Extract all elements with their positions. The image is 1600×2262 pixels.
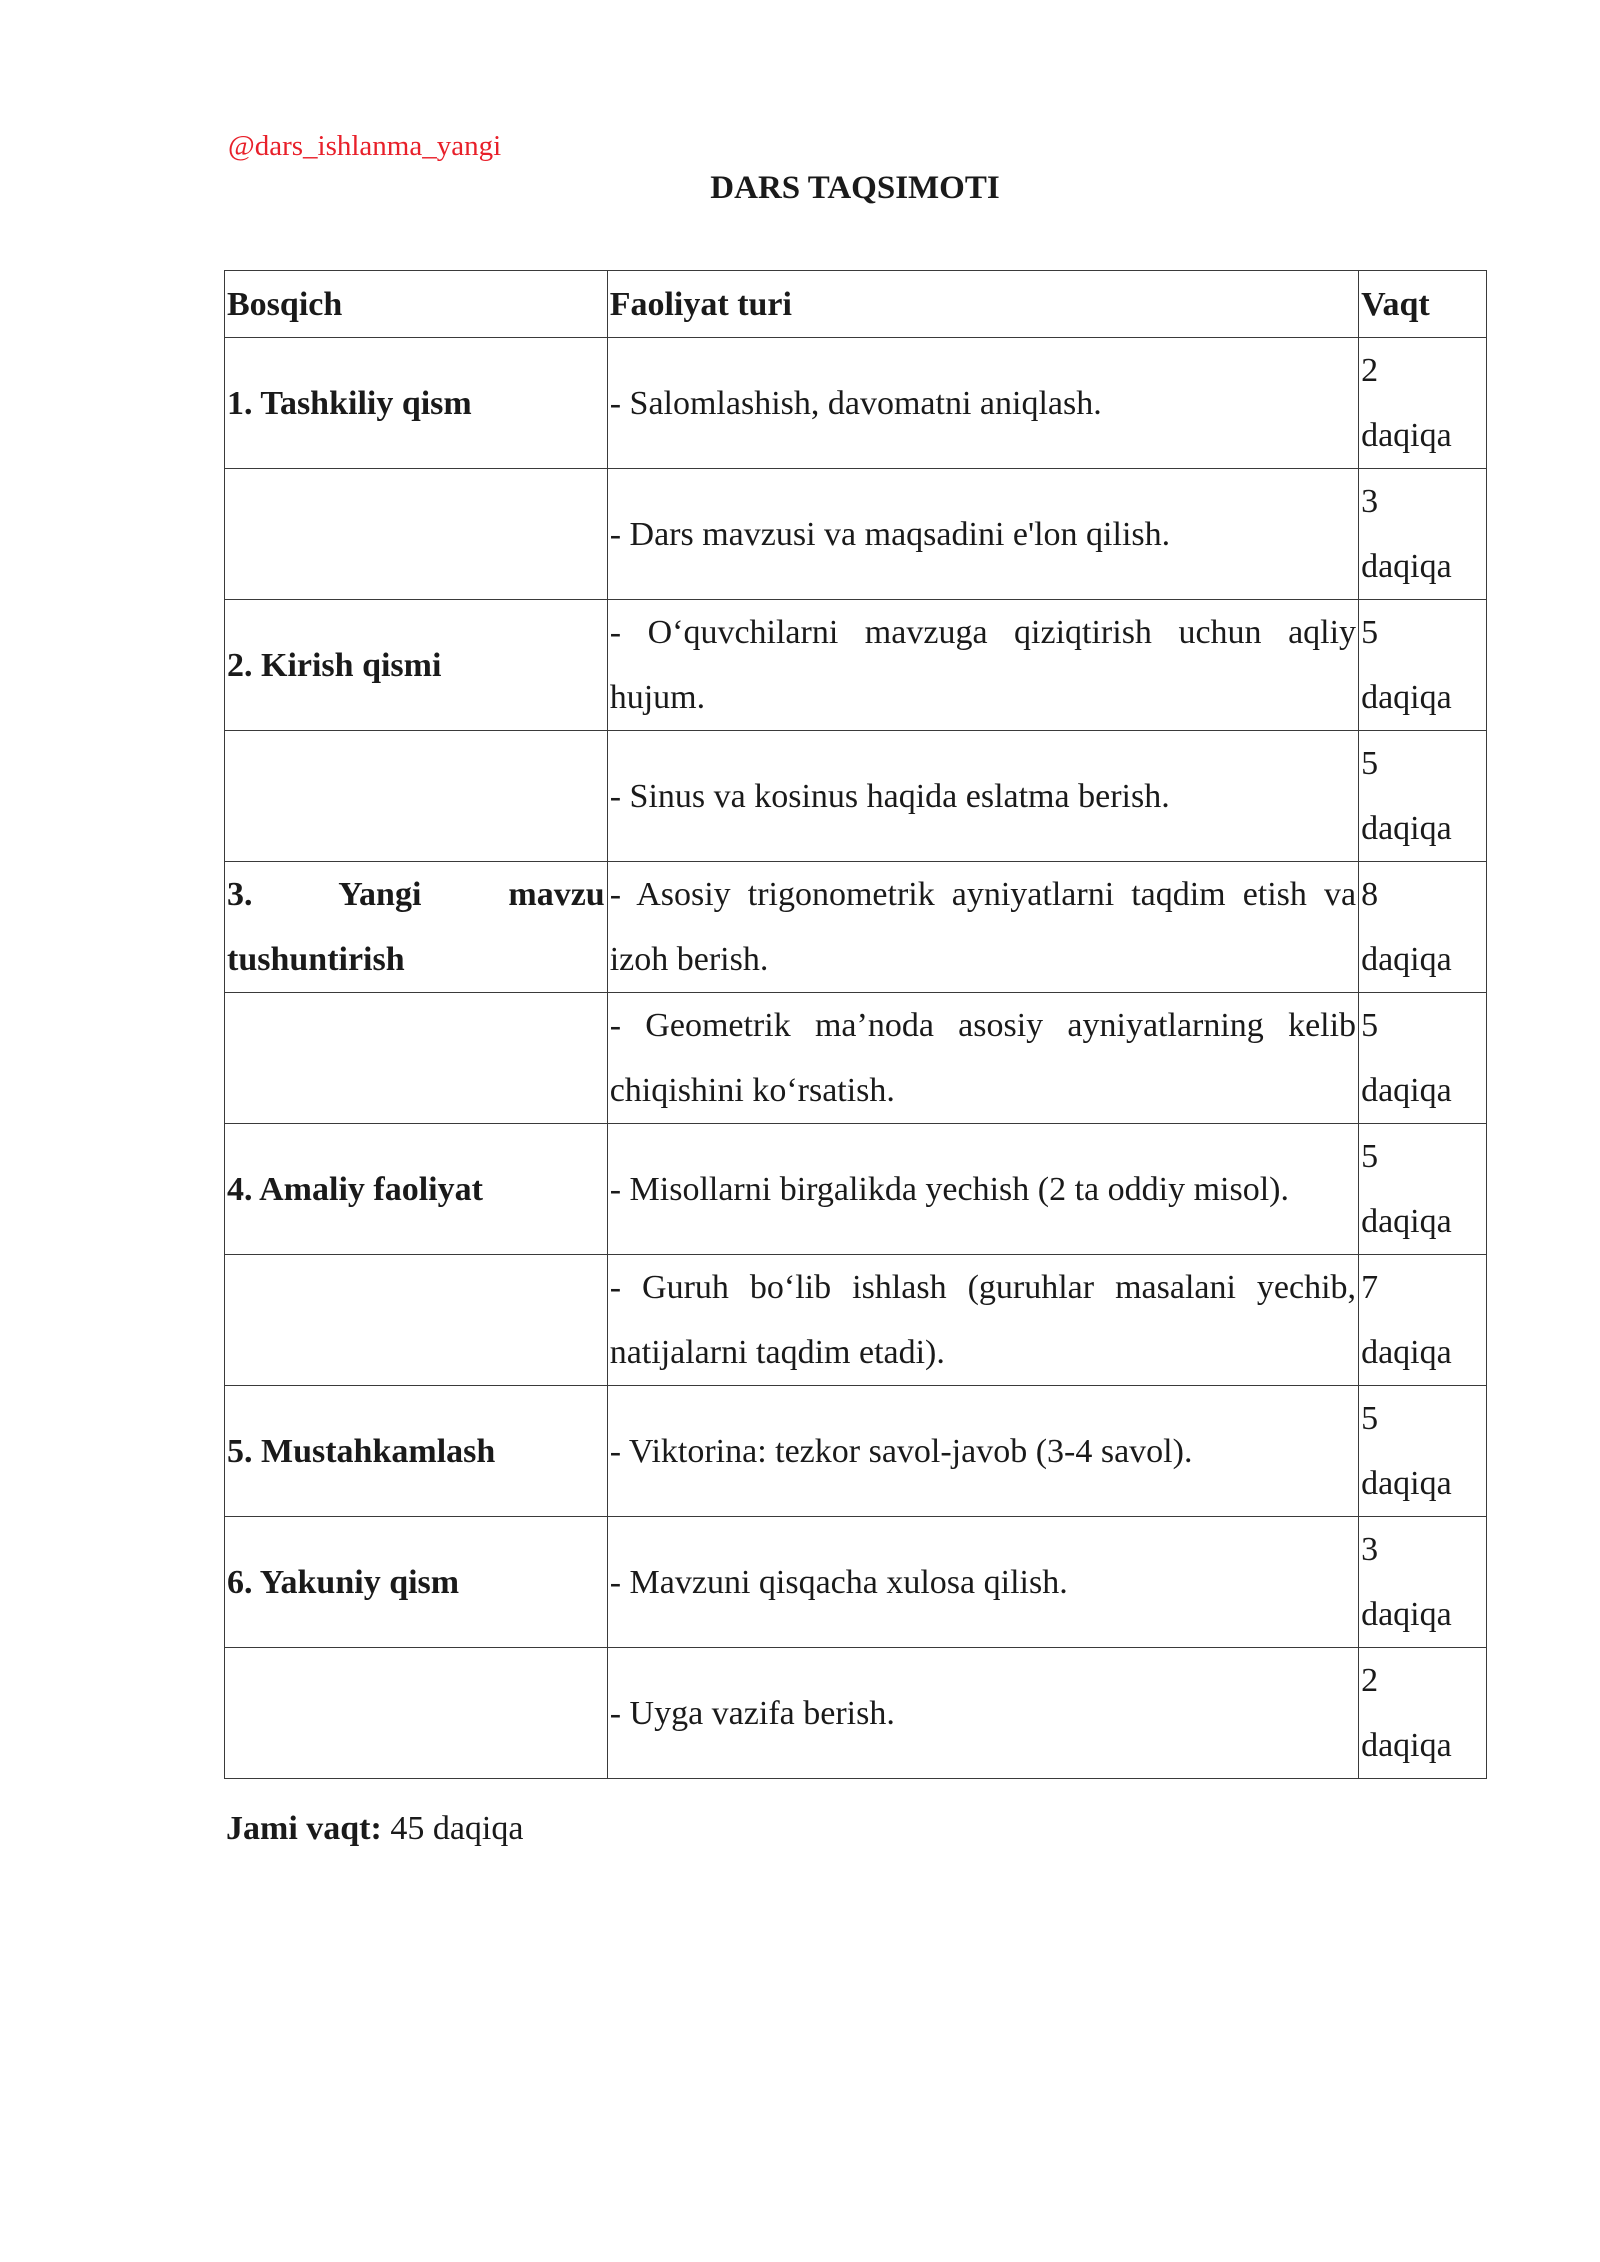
- time-cell: [1359, 1517, 1487, 1648]
- stage-cell: 1. Tashkiliy qism: [225, 338, 608, 469]
- time-cell: [1359, 1124, 1487, 1255]
- time-unit: daqiqa: [1361, 941, 1452, 978]
- stage-cell: [225, 993, 608, 1124]
- total-value: 45 daqiqa: [381, 1810, 524, 1847]
- time-minutes: 7: [1361, 1269, 1379, 1306]
- header-stage: Bosqich: [225, 271, 608, 338]
- stage-cell: 3. Yangi mavzu tushuntirish: [225, 862, 608, 993]
- time-cell: [1359, 862, 1487, 993]
- time-minutes: 2: [1361, 1662, 1379, 1699]
- stage-cell: [225, 1255, 608, 1386]
- activity-cell: - Sinus va kosinus haqida eslatma berish.: [607, 731, 1358, 862]
- activity-cell: - Viktorina: tezkor savol-javob (3-4 savol).: [607, 1386, 1358, 1517]
- stage-cell: 6. Yakuniy qism: [225, 1517, 608, 1648]
- table-row: [225, 862, 1487, 993]
- table-row: [225, 1124, 1487, 1255]
- table-row: [225, 993, 1487, 1124]
- time-cell: [1359, 1648, 1487, 1779]
- activity-cell: - Geometrik ma’noda asosiy ayniyatlarning kelib chiqishini ko‘rsatish.: [607, 993, 1358, 1124]
- time-unit: daqiqa: [1361, 679, 1452, 716]
- stage-cell: [225, 469, 608, 600]
- total-label: Jami vaqt:: [226, 1810, 382, 1847]
- stage-cell: [225, 731, 608, 862]
- table-row: [225, 338, 1487, 469]
- lesson-schedule-table: [224, 270, 1487, 1779]
- time-unit: daqiqa: [1361, 1727, 1452, 1764]
- activity-cell: - Misollarni birgalikda yechish (2 ta oddiy misol).: [607, 1124, 1358, 1255]
- time-cell: [1359, 1255, 1487, 1386]
- table-row: [225, 1517, 1487, 1648]
- activity-cell: - Uyga vazifa berish.: [607, 1648, 1358, 1779]
- time-minutes: 3: [1361, 483, 1379, 520]
- page-title: DARS TAQSIMOTI: [710, 170, 1000, 206]
- table-row: [225, 1648, 1487, 1779]
- activity-cell: - O‘quvchilarni mavzuga qiziqtirish uchun aqliy hujum.: [607, 600, 1358, 731]
- time-cell: [1359, 993, 1487, 1124]
- time-minutes: 5: [1361, 1138, 1379, 1175]
- time-cell: [1359, 1386, 1487, 1517]
- time-minutes: 5: [1361, 745, 1379, 782]
- stage-cell: 5. Mustahkamlash: [225, 1386, 608, 1517]
- table-row: [225, 600, 1487, 731]
- channel-handle: @dars_ishlanma_yangi: [228, 130, 502, 162]
- time-minutes: 3: [1361, 1531, 1379, 1568]
- time-minutes: 8: [1361, 876, 1379, 913]
- time-unit: daqiqa: [1361, 810, 1452, 847]
- time-cell: [1359, 600, 1487, 731]
- time-minutes: 5: [1361, 1007, 1379, 1044]
- time-minutes: 5: [1361, 614, 1379, 651]
- header-activity: Faoliyat turi: [607, 271, 1358, 338]
- activity-cell: - Dars mavzusi va maqsadini e'lon qilish.: [607, 469, 1358, 600]
- stage-cell: 2. Kirish qismi: [225, 600, 608, 731]
- activity-cell: - Asosiy trigonometrik ayniyatlarni taqdim etish va izoh berish.: [607, 862, 1358, 993]
- time-unit: daqiqa: [1361, 1465, 1452, 1502]
- table-row: [225, 731, 1487, 862]
- time-unit: daqiqa: [1361, 1072, 1452, 1109]
- activity-cell: - Mavzuni qisqacha xulosa qilish.: [607, 1517, 1358, 1648]
- time-unit: daqiqa: [1361, 1203, 1452, 1240]
- table-row: [225, 1386, 1487, 1517]
- time-unit: daqiqa: [1361, 417, 1452, 454]
- stage-cell: 4. Amaliy faoliyat: [225, 1124, 608, 1255]
- time-unit: daqiqa: [1361, 548, 1452, 585]
- time-unit: daqiqa: [1361, 1334, 1452, 1371]
- time-minutes: 2: [1361, 352, 1379, 389]
- time-unit: daqiqa: [1361, 1596, 1452, 1633]
- stage-cell: [225, 1648, 608, 1779]
- time-minutes: 5: [1361, 1400, 1379, 1437]
- table-row: [225, 469, 1487, 600]
- time-cell: [1359, 469, 1487, 600]
- activity-cell: - Salomlashish, davomatni aniqlash.: [607, 338, 1358, 469]
- time-cell: [1359, 731, 1487, 862]
- header-time: Vaqt: [1359, 271, 1487, 338]
- activity-cell: - Guruh bo‘lib ishlash (guruhlar masalani yechib, natijalarni taqdim etadi).: [607, 1255, 1358, 1386]
- total-time: [226, 1810, 523, 1848]
- table-header-row: [225, 271, 1487, 338]
- time-cell: [1359, 338, 1487, 469]
- table-row: [225, 1255, 1487, 1386]
